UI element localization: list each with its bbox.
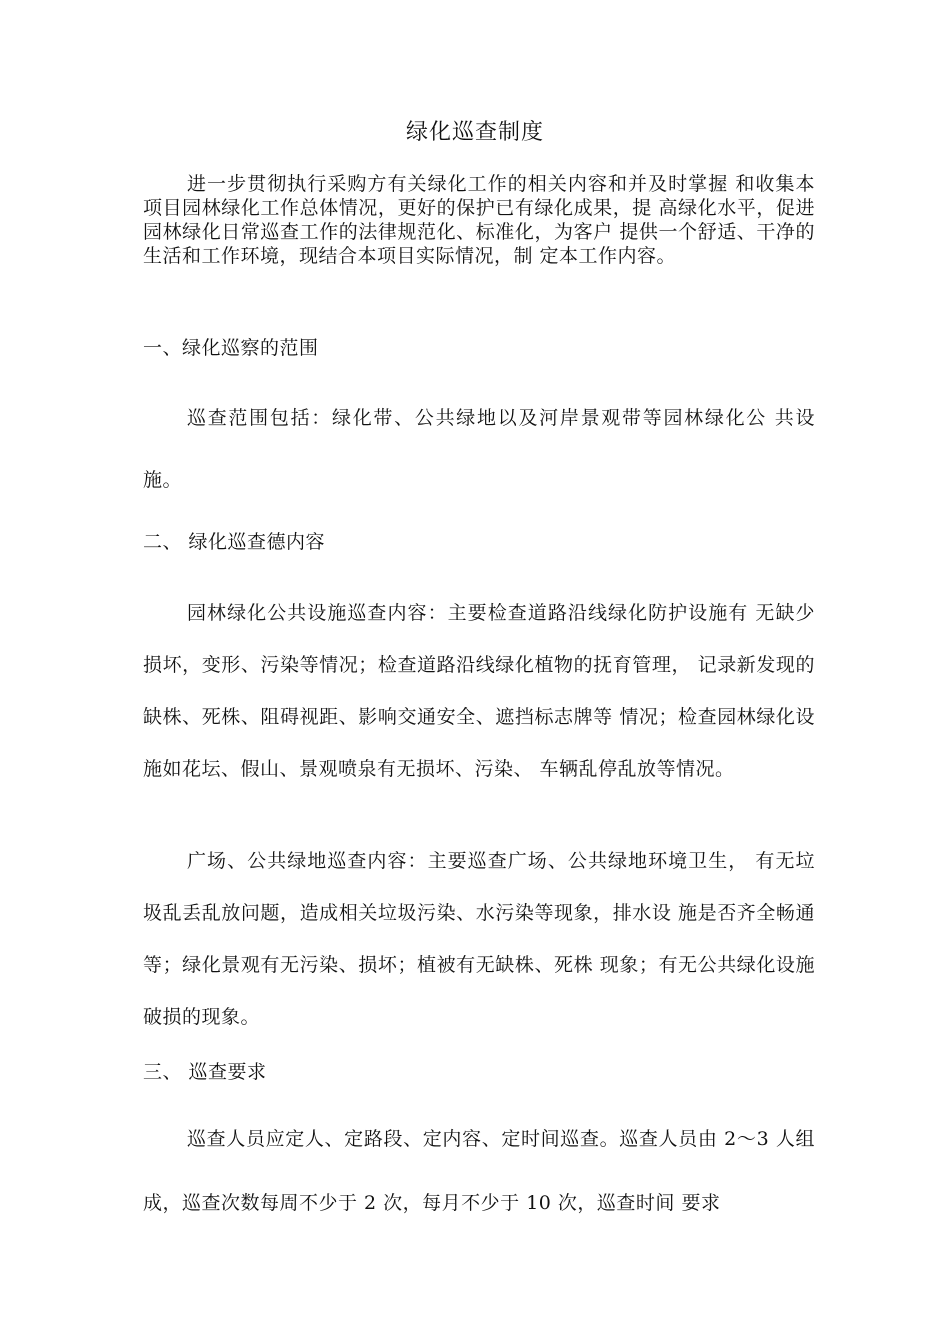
section-heading-requirements: 三、 巡查要求 (143, 1061, 267, 1083)
facilities-paragraph: 园林绿化公共设施巡查内容：主要检查道路沿线绿化防护设施有 无缺少损坏，变形、污染等情况；检查道路沿线绿化植物的抚育管理， 记录新发现的缺株、死株、阻碍视距、影响交通安全、遮挡标志牌等 情况；检查园林绿化设施如花坛、假山、景观喷泉有无损坏、污染、 车辆乱停乱放等情况。 (143, 602, 815, 780)
section-heading-scope: 一、绿化巡察的范围 (143, 337, 319, 359)
requirements-paragraph: 巡查人员应定人、定路段、定内容、定时间巡查。巡查人员由 2〜3 人组成，巡查次数每周不少于 2 次，每月不少于 10 次，巡查时间 要求 (143, 1128, 815, 1214)
scope-paragraph: 巡查范围包括：绿化带、公共绿地以及河岸景观带等园林绿化公 共设施。 (143, 407, 815, 491)
section-heading-content: 二、 绿化巡查德内容 (143, 531, 326, 553)
square-greenland-paragraph: 广场、公共绿地巡查内容：主要巡查广场、公共绿地环境卫生， 有无垃圾乱丢乱放问题，造成相关垃圾污染、水污染等现象，排水设 施是否齐全畅通等；绿化景观有无污染、损坏；植被有无缺株、死株 现象；有无公共绿化设施破损的现象。 (143, 850, 815, 1028)
intro-paragraph: 进一步贯彻执行采购方有关绿化工作的相关内容和并及时掌握 和收集本项目园林绿化工作总体情况，更好的保护已有绿化成果，提 高绿化水平，促进园林绿化日常巡查工作的法律规范化、标准化，为客户 提供一个舒适、干净的生活和工作环境，现结合本项目实际情况，制 定本工作内容。 (143, 173, 815, 267)
document-title: 绿化巡查制度 (405, 120, 544, 145)
